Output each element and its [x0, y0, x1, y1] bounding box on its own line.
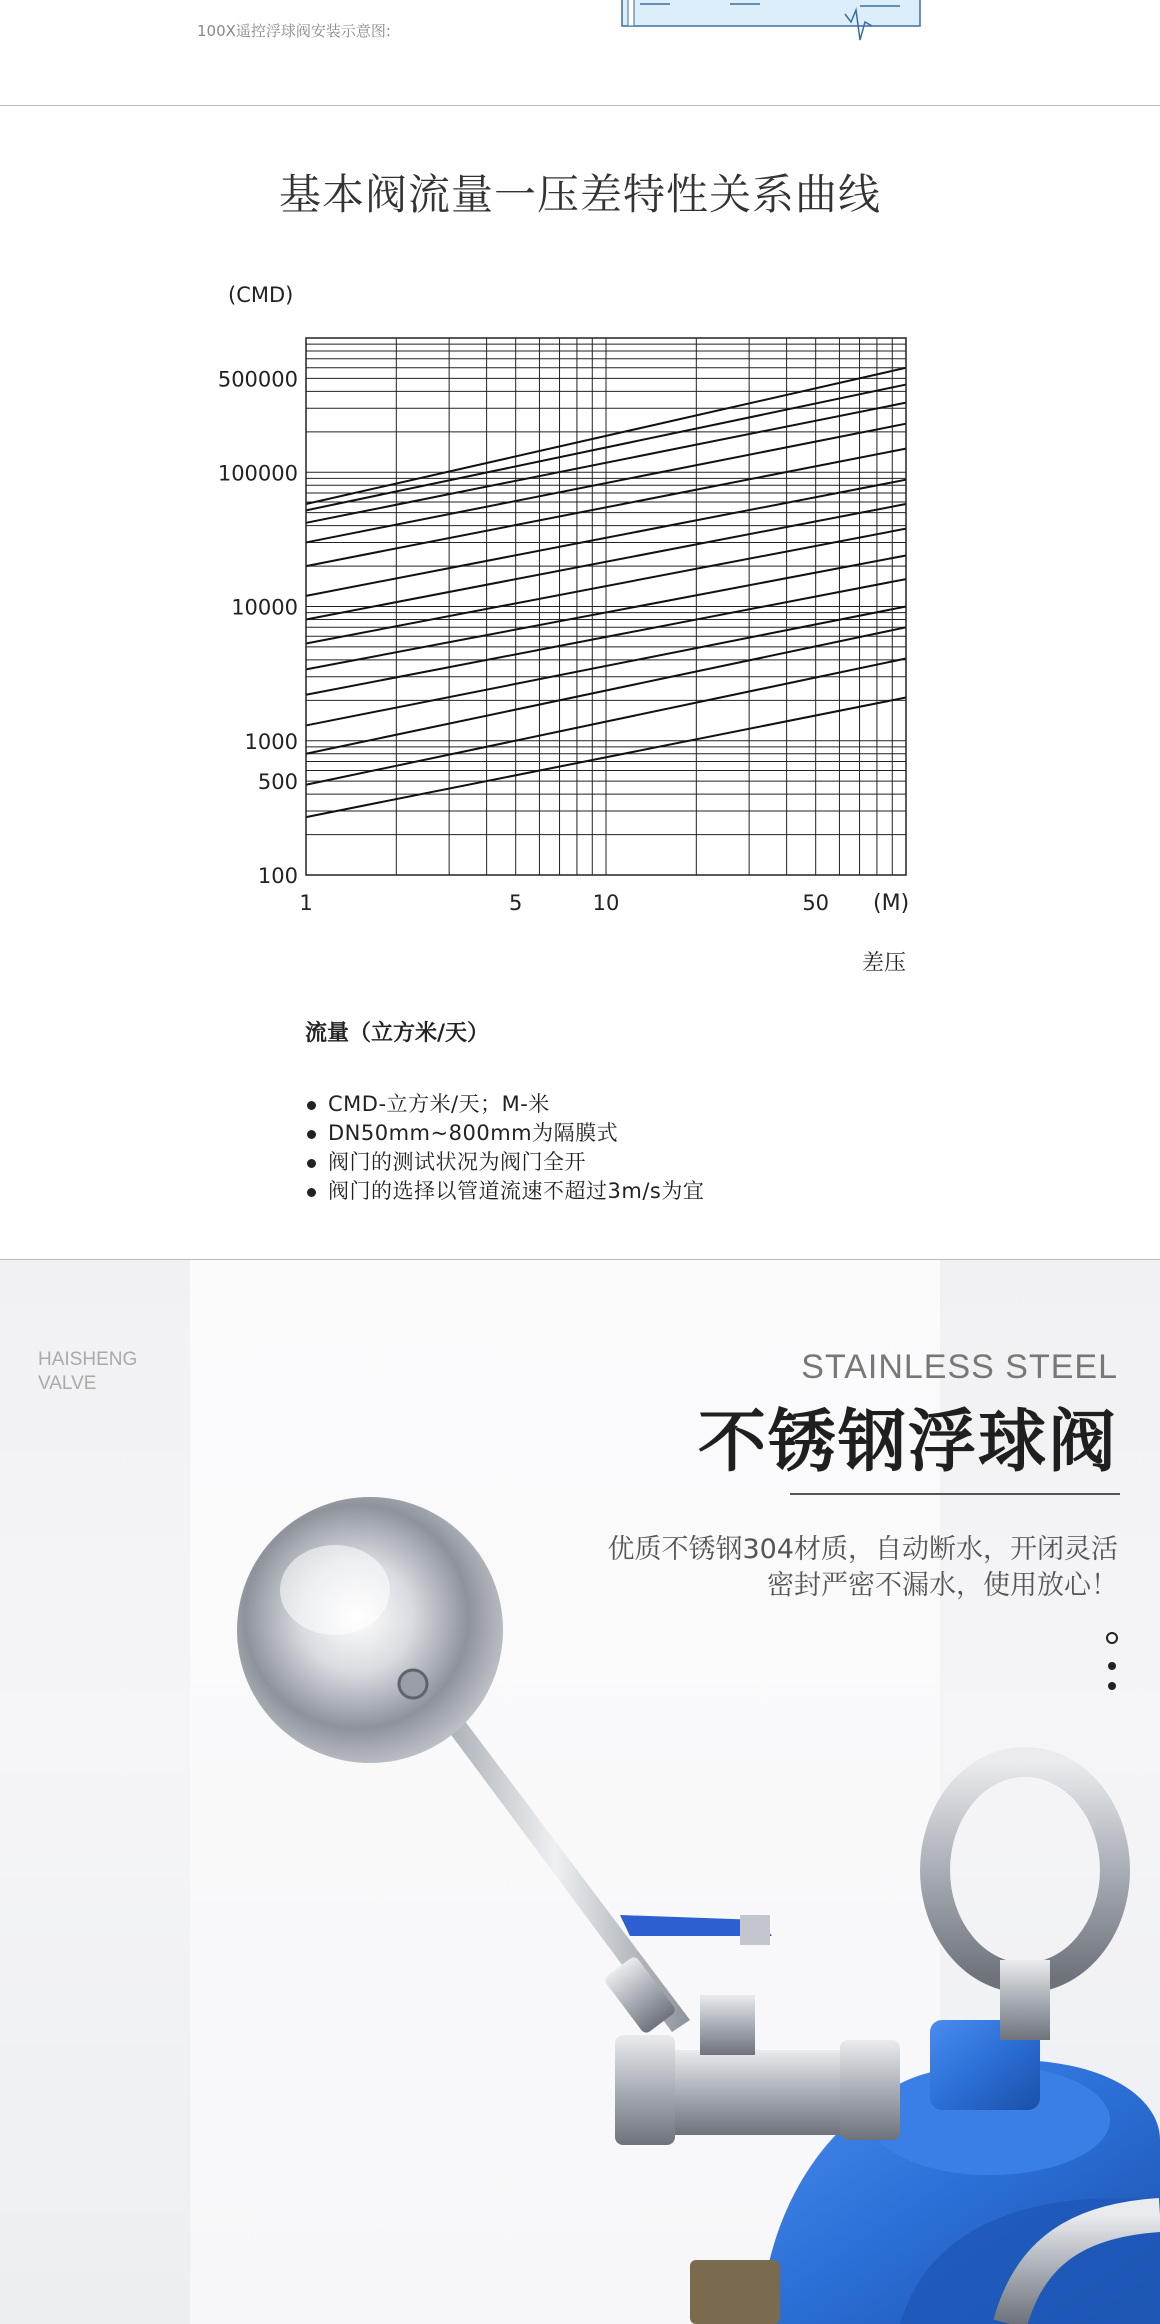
x-axis-label: 差压 — [861, 951, 906, 976]
note-item: DN50mm~800mm为隔膜式 — [305, 1119, 704, 1148]
pager-dot-active[interactable] — [1106, 1632, 1118, 1644]
brand-mark — [38, 1348, 137, 1396]
carousel-pager[interactable] — [1104, 1632, 1120, 1712]
chart-labels — [218, 367, 829, 915]
x-tick-label: 10 — [592, 891, 620, 915]
y-tick-label: 10000 — [231, 595, 298, 620]
x-axis-unit-label: (M) — [873, 891, 910, 916]
x-tick-label: 50 — [802, 891, 830, 915]
ball-valve — [615, 1915, 900, 2145]
brand-line-2: VALVE — [38, 1373, 97, 1394]
chart-title: 基本阀流量一压差特性关系曲线 — [278, 170, 881, 219]
product-banner — [0, 1260, 1160, 2324]
flow-unit-note: 流量（立方米/天） — [305, 1021, 490, 1046]
chart-notes-list — [305, 1090, 704, 1206]
flow-pressure-chart — [0, 260, 1160, 1010]
eye-bolt — [935, 1762, 1115, 2040]
brand-line-1: HAISHENG — [38, 1349, 138, 1370]
product-title: 不锈钢浮球阀 — [697, 1403, 1118, 1482]
y-tick-label: 500000 — [217, 367, 298, 392]
section-divider — [0, 105, 1160, 106]
description-line-1: 优质不锈钢304材质，自动断水，开闭灵活 — [607, 1534, 1118, 1565]
y-tick-label: 500 — [257, 770, 298, 795]
title-underline — [790, 1493, 1120, 1495]
pager-dot[interactable] — [1108, 1662, 1116, 1670]
note-item: CMD-立方米/天；M-米 — [305, 1090, 704, 1119]
float-ball — [237, 1497, 503, 1763]
note-item: 阀门的测试状况为阀门全开 — [305, 1148, 704, 1177]
x-tick-label: 5 — [509, 891, 523, 915]
pager-dot[interactable] — [1108, 1682, 1116, 1690]
x-tick-label: 1 — [299, 891, 313, 915]
y-tick-label: 1000 — [244, 729, 298, 754]
description-line-2: 密封严密不漏水，使用放心！ — [767, 1570, 1118, 1601]
install-diagram-fragment — [620, 0, 922, 46]
previous-section — [0, 0, 1160, 106]
y-tick-label: 100000 — [217, 461, 298, 486]
chart-grid — [306, 338, 906, 875]
product-subtitle-en: STAINLESS STEEL — [801, 1348, 1118, 1386]
y-axis-label: (CMD) — [228, 283, 294, 307]
note-item: 阀门的选择以管道流速不超过3m/s为宜 — [305, 1177, 704, 1206]
y-tick-label: 100 — [257, 864, 298, 888]
product-description — [607, 1532, 1118, 1604]
install-diagram-caption: 100X遥控浮球阀安装示意图: — [197, 22, 391, 40]
